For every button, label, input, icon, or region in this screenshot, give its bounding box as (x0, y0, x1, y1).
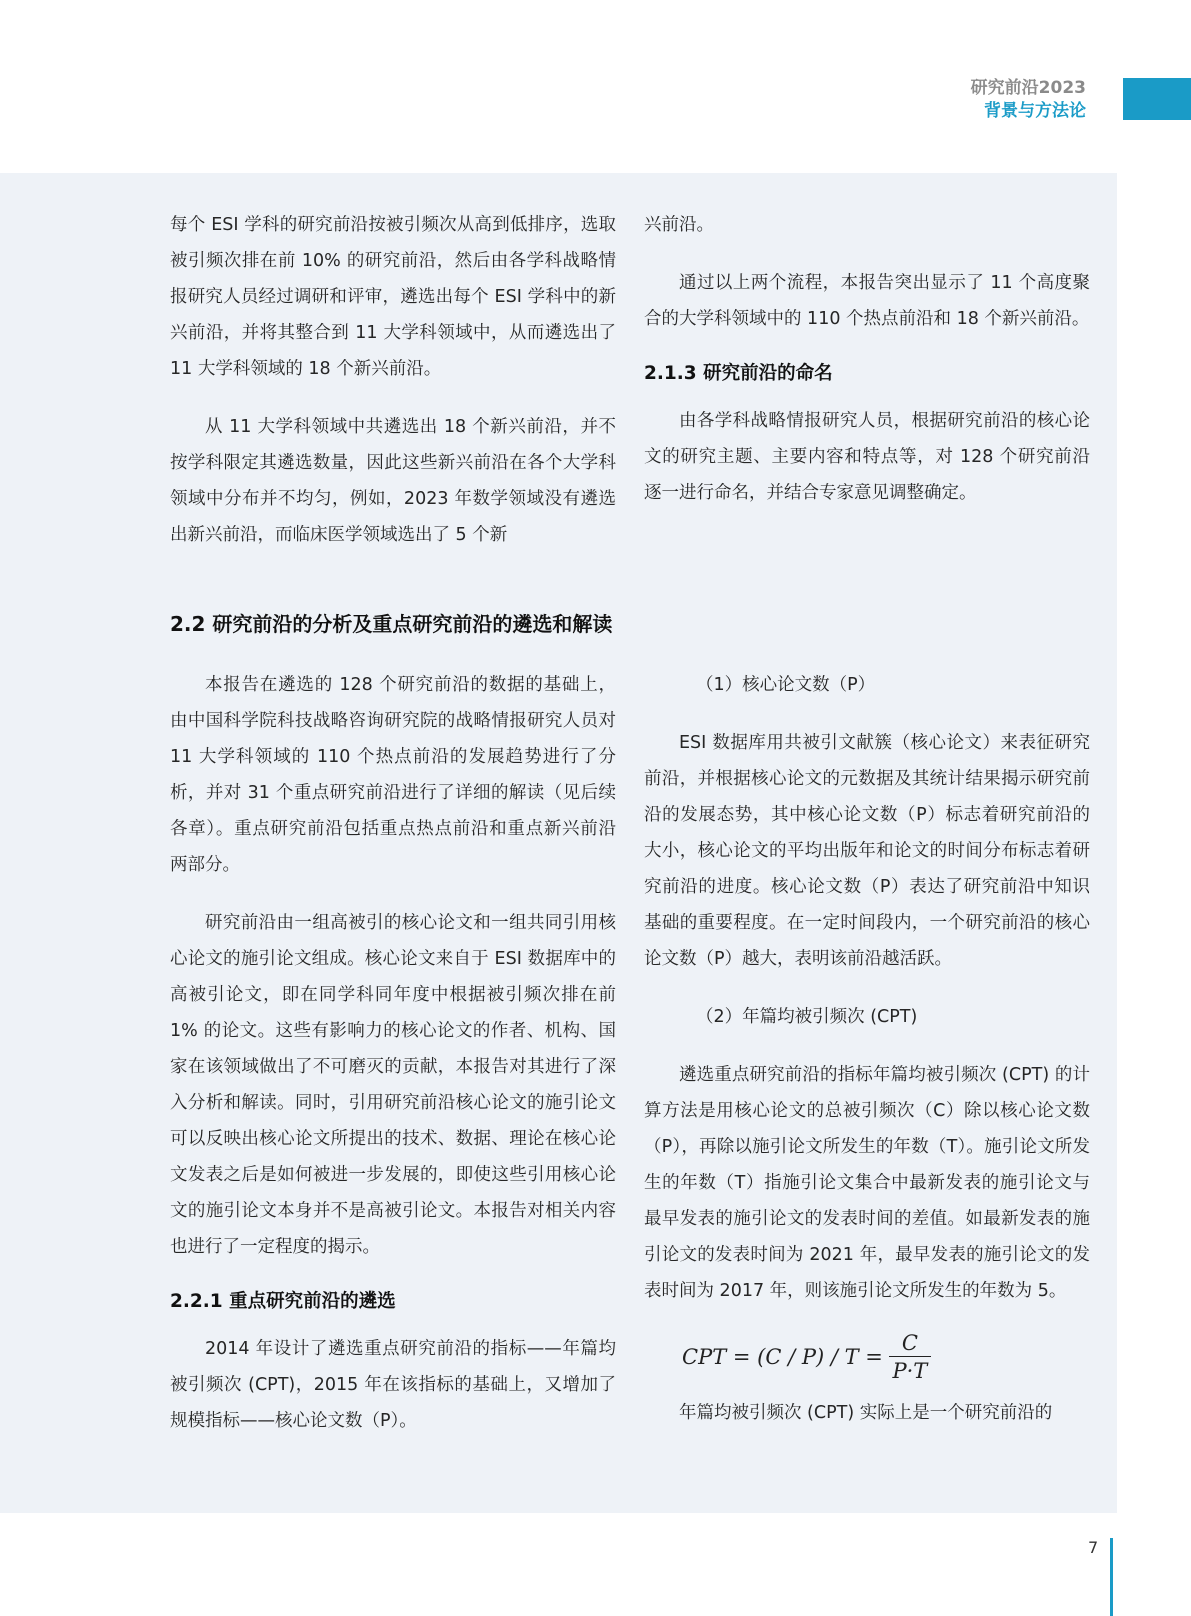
cpt-formula (644, 1325, 1090, 1389)
paragraph-emerging-distribution: 从 11 大学科领域中共遴选出 18 个新兴前沿，并不按学科限定其遴选数量，因此这些新兴前沿在各个大学科领域中分布并不均匀，例如，2023 年数学领域没有遴选出新兴前沿，而临床医学领域选出了 5 个新 (170, 417, 616, 545)
formula-fraction (889, 1330, 931, 1385)
paragraph-core-papers: ESI 数据库用共被引文献簇（核心论文）来表征研究前沿，并根据核心论文的元数据及其统计结果揭示研究前沿的发展态势，其中核心论文数（P）标志着研究前沿的大小，核心论文的平均出版年和论文的时间分布标志着研究前沿的进度。核心论文数（P）表达了研究前沿中知识基础的重要程度。在一定时间段内，一个研究前沿的核心论文数（P）越大，表明该前沿越活跃。 (644, 733, 1090, 969)
block1-right-column (644, 207, 1090, 533)
formula-denominator: P·T (892, 1358, 928, 1383)
item-1-label: （1）核心论文数（P） (696, 675, 876, 695)
block1-left-column (170, 207, 616, 575)
page-number: 7 (1088, 1538, 1099, 1557)
formula-numerator: C (901, 1330, 918, 1355)
block2-right-column (644, 667, 1090, 1453)
page-accent-line (1110, 1538, 1113, 1616)
running-header (971, 77, 1086, 123)
paragraph-analysis-basis: 本报告在遴选的 128 个研究前沿的数据的基础上，由中国科学院科技战略咨询研究院的战略情报研究人员对 11 大学科领域的 110 个热点前沿的发展趋势进行了分析，并对 31 个重点研究前沿进行了详细的解读（见后续各章）。重点研究前沿包括重点热点前沿和重点新兴前沿两部分。 (170, 675, 616, 875)
paragraph-indicator-design: 2014 年设计了遴选重点研究前沿的指标——年篇均被引频次 (CPT)，2015 年在该指标的基础上，又增加了规模指标——核心论文数（P）。 (170, 1339, 616, 1431)
paragraph-naming: 由各学科战略情报研究人员，根据研究前沿的核心论文的研究主题、主要内容和特点等，对 128 个研究前沿逐一进行命名，并结合专家意见调整确定。 (644, 411, 1090, 503)
header-accent-bar (1123, 78, 1191, 120)
paragraph-two-processes: 通过以上两个流程，本报告突出显示了 11 个高度聚合的大学科领域中的 110 个热点前沿和 18 个新兴前沿。 (644, 273, 1090, 329)
header-title: 研究前沿2023 (970, 78, 1086, 98)
item-2-label: （2）年篇均被引频次 (CPT) (696, 1007, 918, 1027)
paragraph-front-composition: 研究前沿由一组高被引的核心论文和一组共同引用核心论文的施引论文组成。核心论文来自于 ESI 数据库中的高被引论文，即在同学科同年度中根据被引频次排在前 1% 的论文。这些有影响力的核心论文的作者、机构、国家在该领域做出了不可磨灭的贡献，本报告对其进行了深入分析和解读。同时，引用研究前沿核心论文的施引论文可以反映出核心论文所提出的技术、数据、理论在核心论文发表之后是如何被进一步发展的，即使这些引用核心论文的施引论文本身并不是高被引论文。本报告对相关内容也进行了一定程度的揭示。 (170, 913, 616, 1257)
formula-lhs: CPT = (C / P) / T = (682, 1345, 883, 1369)
paragraph-esi-ranking: 每个 ESI 学科的研究前沿按被引频次从高到低排序，选取被引频次排在前 10% 的研究前沿，然后由各学科战略情报研究人员经过调研和评审，遴选出每个 ESI 学科中的新兴前沿，并将其整合到 11 大学科领域中，从而遴选出了 11 大学科领域的 18 个新兴前沿。 (170, 215, 616, 379)
header-subtitle: 背景与方法论 (984, 101, 1086, 121)
paragraph-cpt-calculation: 遴选重点研究前沿的指标年篇均被引频次 (CPT) 的计算方法是用核心论文的总被引频次（C）除以核心论文数（P），再除以施引论文所发生的年数（T）。施引论文所发生的年数（T）指施引论文集合中最新发表的施引论文与最早发表的施引论文的发表时间的差值。如最新发表的施引论文的发表时间为 2021 年，最早发表的施引论文的发表时间为 2017 年，则该施引论文所发生的年数为 5。 (644, 1065, 1090, 1301)
paragraph-cpt-meaning: 年篇均被引频次 (CPT) 实际上是一个研究前沿的 (679, 1403, 1053, 1423)
heading-2-2-1: 2.2.1 重点研究前沿的遴选 (170, 1291, 396, 1312)
block2-left-column (170, 667, 616, 1461)
heading-2-1-3: 2.1.3 研究前沿的命名 (644, 363, 833, 384)
heading-2-2: 2.2 研究前沿的分析及重点研究前沿的遴选和解读 (170, 612, 613, 636)
paragraph-continuation: 兴前沿。 (644, 215, 714, 235)
